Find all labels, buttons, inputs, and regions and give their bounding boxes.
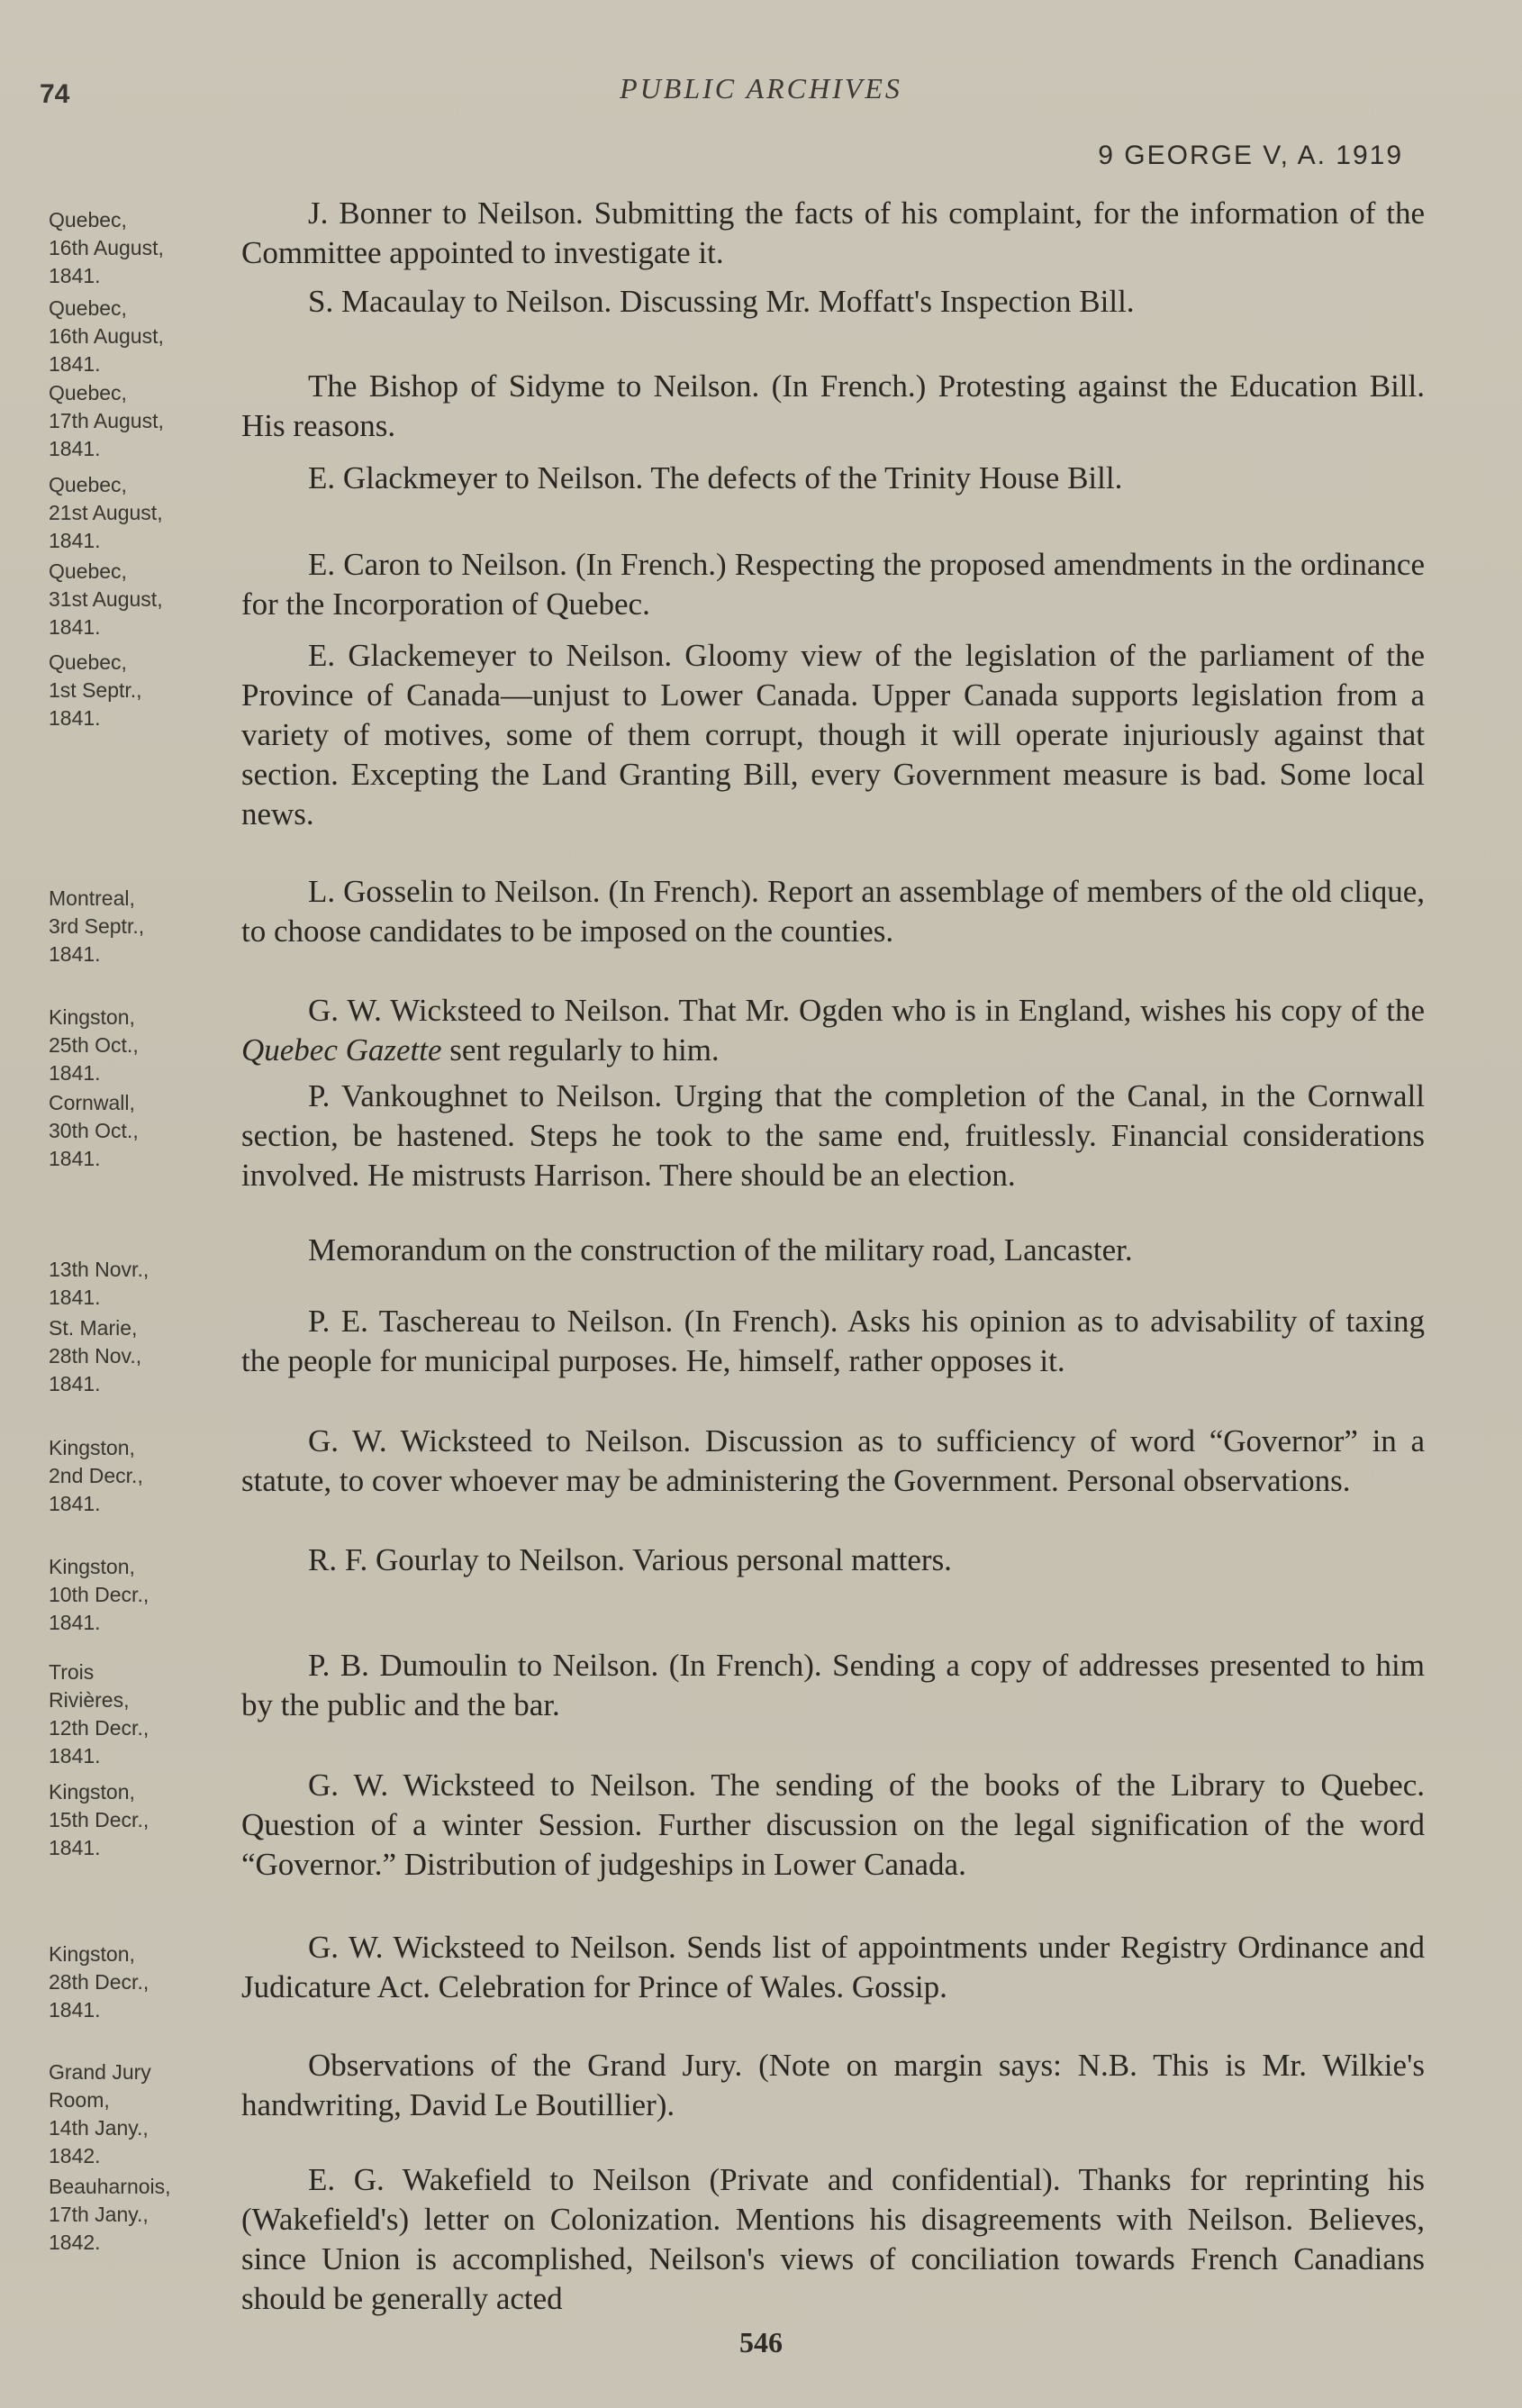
entry-summary: J. Bonner to Neilson. Submitting the facts of his complaint, for the information of the Committee appointed to investigate it. (241, 195, 1425, 270)
entry-summary: S. Macaulay to Neilson. Discussing Mr. Moffatt's Inspection Bill. (308, 284, 1135, 319)
session-label: 9 GEORGE V, A. 1919 (1098, 141, 1403, 170)
entry-date: 13th Novr., 1841. (49, 1258, 149, 1309)
entry-date: Montreal, 3rd Septr., 1841. (49, 886, 145, 966)
entry-summary: E. G. Wakefield to Neilson (Private and confidential). Thanks for reprinting his (Wakefield's) letter on Colonization. Mentions his disagreements with Neilson. Believes, since Union is accomplished, Neilson's views of conciliation towards French Canadians should be generally acted (241, 2162, 1425, 2316)
entry-date: St. Marie, 28th Nov., 1841. (49, 1316, 142, 1395)
entry-date: Quebec, 16th August, 1841. (49, 208, 164, 287)
entry-summary: G. W. Wicksteed to Neilson. Sends list of appointments under Registry Ordinance and Judicature Act. Celebration for Prince of Wales. Gossip. (241, 1930, 1425, 2004)
entry-summary: P. B. Dumoulin to Neilson. (In French). Sending a copy of addresses presented to him by the public and the bar. (241, 1648, 1425, 1722)
entry-summary-text: G. W. Wicksteed to Neilson. That Mr. Ogden who is in England, wishes his copy of the (308, 993, 1425, 1028)
page-number: 74 (40, 79, 70, 109)
entry-summary: R. F. Gourlay to Neilson. Various personal matters. (308, 1542, 952, 1577)
entry-summary: G. W. Wicksteed to Neilson. The sending of the books of the Library to Quebec. Question of a winter Session. Further discussion on the legal signification of the word “Governor.” Distribution of judgeships in Lower Canada. (241, 1767, 1425, 1882)
entry-summary: P. E. Taschereau to Neilson. (In French). Asks his opinion as to advisability of taxing the people for municipal purposes. He, himself, rather opposes it. (241, 1304, 1425, 1378)
entry-summary: E. Glackemeyer to Neilson. Gloomy view of the legislation of the parliament of the Province of Canada—unjust to Lower Canada. Upper Canada supports legislation from a variety of motives, some of them corrupt, though it will operate injuriously against that section. Excepting the Land Granting Bill, every Government measure is bad. Some local news. (241, 638, 1425, 831)
entry-summary-text-end: sent regularly to him. (441, 1032, 720, 1068)
entry-summary: Memorandum on the construction of the military road, Lancaster. (308, 1232, 1133, 1268)
entry-date: Kingston, 28th Decr., 1841. (49, 1942, 149, 2022)
entry-date: Kingston, 25th Oct., 1841. (49, 1005, 139, 1085)
entry-summary: G. W. Wicksteed to Neilson. Discussion as to sufficiency of word “Governor” in a statute, to cover whoever may be administering the Government. Personal observations. (241, 1423, 1425, 1498)
entry-date: Quebec, 16th August, 1841. (49, 296, 164, 376)
entry-date: Quebec, 17th August, 1841. (49, 381, 164, 460)
entry-summary: E. Glackmeyer to Neilson. The defects of the Trinity House Bill. (308, 460, 1123, 495)
entry-summary: The Bishop of Sidyme to Neilson. (In French.) Protesting against the Education Bill. His reasons. (241, 368, 1425, 443)
entry-summary: L. Gosselin to Neilson. (In French). Report an assemblage of members of the old clique, to choose candidates to be imposed on the counties. (241, 874, 1425, 949)
entry-date: Kingston, 15th Decr., 1841. (49, 1780, 149, 1859)
folio-number: 546 (739, 2326, 783, 2358)
entry-date: Grand Jury Room, 14th Jany., 1842. (49, 2060, 151, 2167)
entry-summary: Observations of the Grand Jury. (Note on margin says: N.B. This is Mr. Wilkie's handwriting, David Le Boutillier). (241, 2048, 1425, 2122)
entry-date: Kingston, 2nd Decr., 1841. (49, 1436, 143, 1515)
entry-date: Quebec, 31st August, 1841. (49, 559, 163, 639)
entry-date: Beauharnois, 17th Jany., 1842. (49, 2175, 171, 2254)
entry-date: Quebec, 21st August, 1841. (49, 473, 163, 552)
entry-summary (241, 991, 1425, 1070)
entry-date: Cornwall, 30th Oct., 1841. (49, 1091, 139, 1170)
newspaper-title: Quebec Gazette (241, 1032, 442, 1068)
entry-date: Kingston, 10th Decr., 1841. (49, 1555, 149, 1634)
entry-date: Trois Rivières, 12th Decr., 1841. (49, 1660, 149, 1767)
entry-date: Quebec, 1st Septr., 1841. (49, 650, 142, 730)
entry-summary: E. Caron to Neilson. (In French.) Respecting the proposed amendments in the ordinance for the Incorporation of Quebec. (241, 547, 1425, 622)
running-title: PUBLIC ARCHIVES (620, 72, 902, 104)
entry-summary: P. Vankoughnet to Neilson. Urging that the completion of the Canal, in the Cornwall section, be hastened. Steps he took to the same end, fruitlessly. Financial considerations involved. He mistrusts Harrison. There should be an election. (241, 1078, 1425, 1193)
